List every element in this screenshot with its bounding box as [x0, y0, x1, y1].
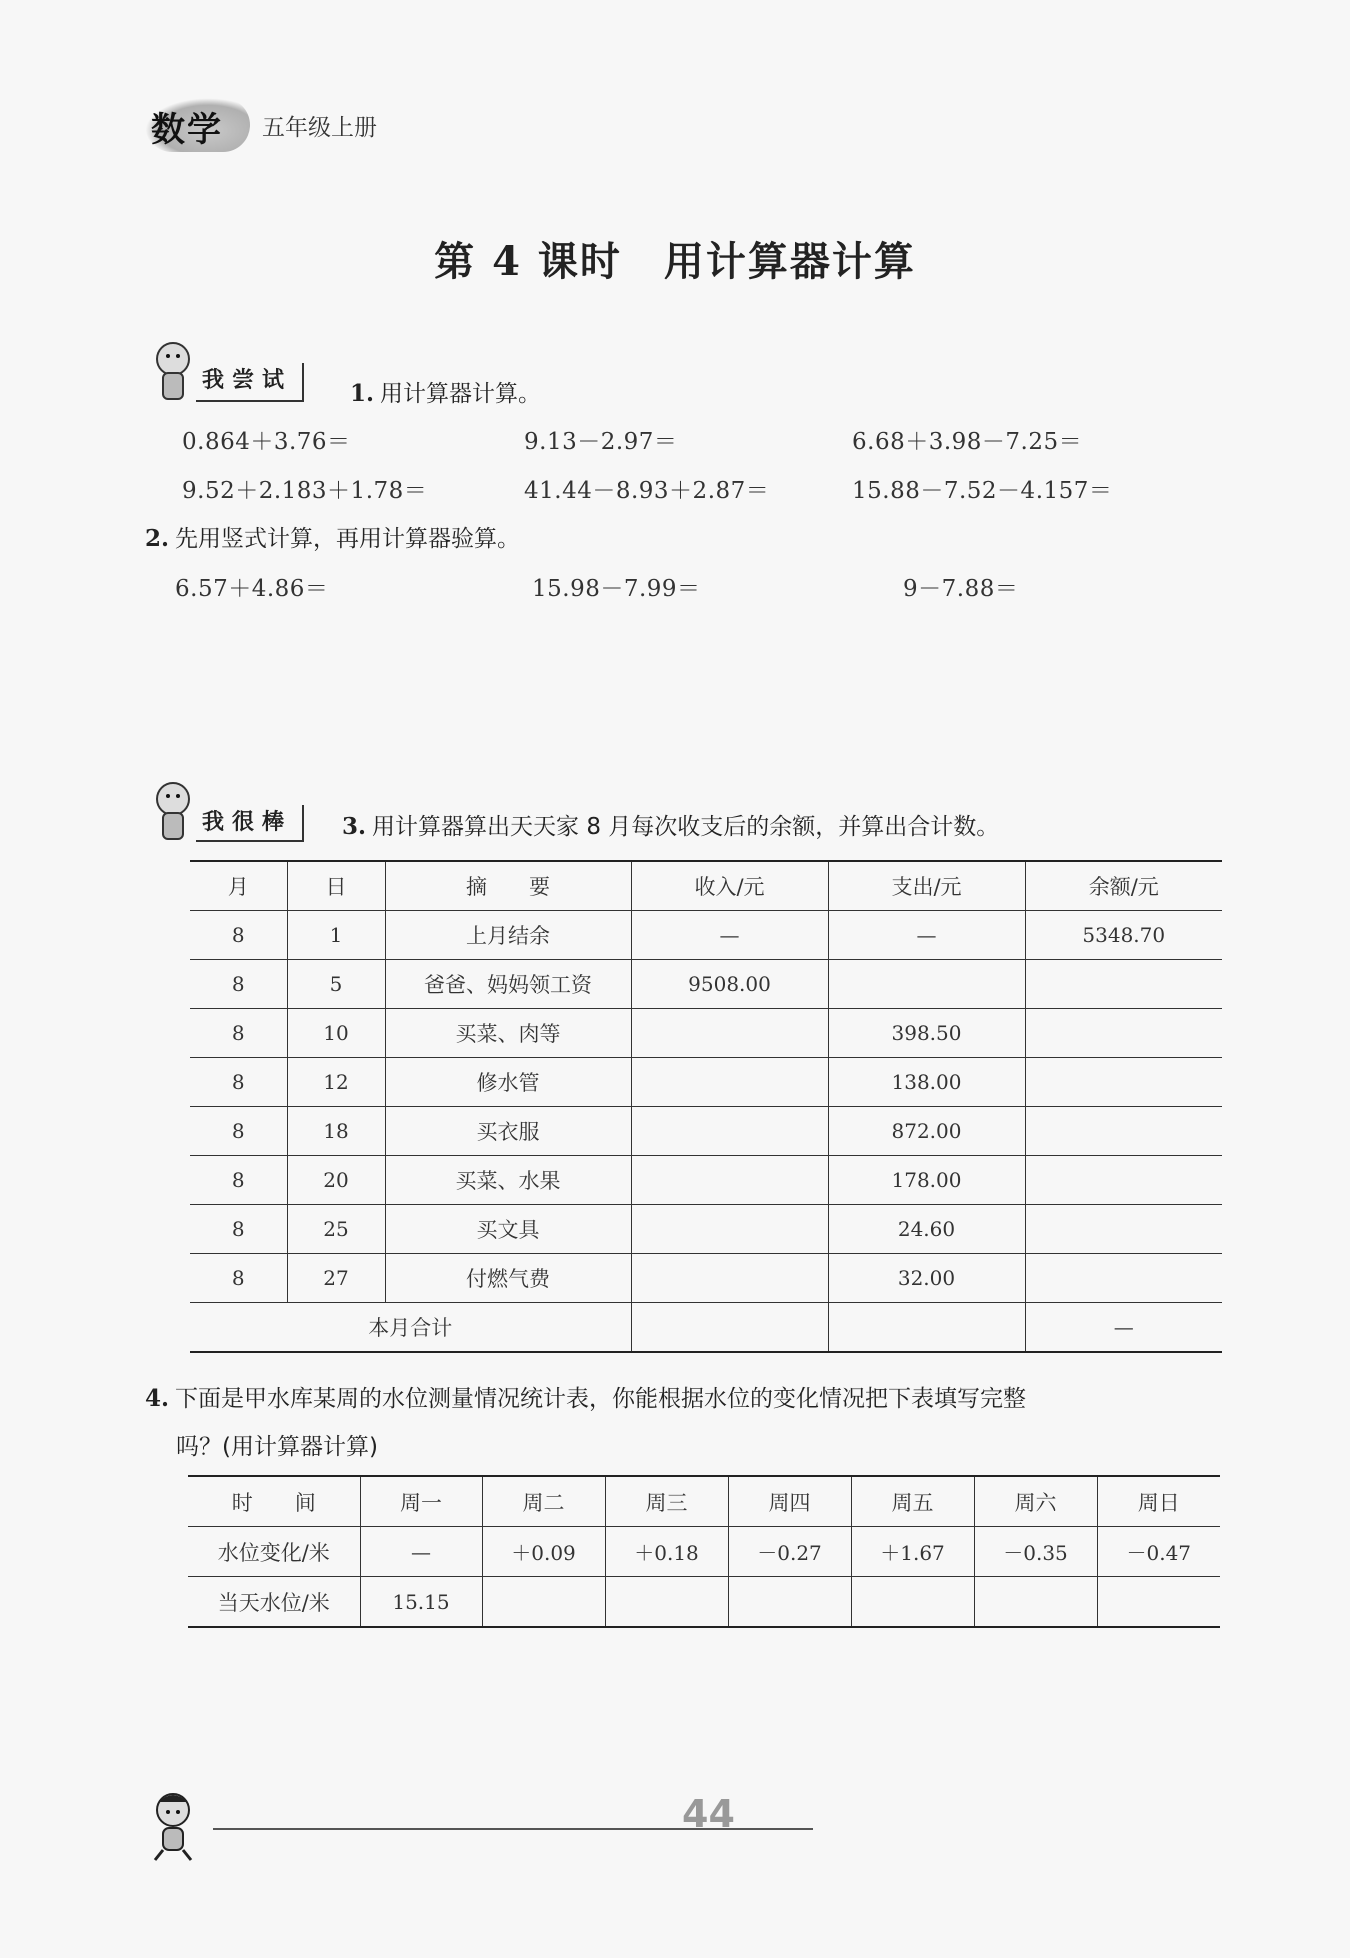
table-cell — [631, 1254, 828, 1303]
question-number: 4. — [145, 1385, 170, 1412]
table-row — [188, 1527, 1220, 1577]
table-cell: 9508.00 — [631, 960, 828, 1009]
table-cell: 872.00 — [828, 1107, 1025, 1156]
table-cell — [631, 1009, 828, 1058]
column-header: 周五 — [851, 1476, 974, 1527]
table-cell: 爸爸、妈妈领工资 — [385, 960, 631, 1009]
question-text: 用计算器计算。 — [380, 381, 542, 407]
table-cell — [728, 1577, 851, 1628]
question-text: 下面是甲水库某周的水位测量情况统计表，你能根据水位的变化情况把下表填写完整 — [175, 1386, 1027, 1412]
table-cell: 398.50 — [828, 1009, 1025, 1058]
row-header: 水位变化/米 — [188, 1527, 360, 1577]
table-cell: — — [631, 911, 828, 960]
expression: 0.864＋3.76＝ — [182, 429, 351, 455]
table-cell: 买菜、肉等 — [385, 1009, 631, 1058]
expression: 6.68＋3.98－7.25＝ — [852, 429, 1083, 455]
subject-label: 数学 — [151, 110, 223, 150]
question-4 — [145, 1380, 1026, 1413]
question-text: 先用竖式计算，再用计算器验算。 — [175, 526, 521, 552]
table-row — [190, 911, 1222, 960]
table-cell — [1025, 1107, 1222, 1156]
table-cell: －0.35 — [974, 1527, 1097, 1577]
column-header: 周三 — [605, 1476, 728, 1527]
table-cell — [631, 1156, 828, 1205]
column-header: 余额/元 — [1025, 861, 1222, 911]
table-cell: 178.00 — [828, 1156, 1025, 1205]
table-cell: 27 — [287, 1254, 385, 1303]
mascot-icon — [148, 338, 196, 402]
table-cell: 24.60 — [828, 1205, 1025, 1254]
table-cell — [828, 1303, 1025, 1353]
column-header: 月 — [190, 861, 287, 911]
column-header: 收入/元 — [631, 861, 828, 911]
question-number: 3. — [342, 813, 367, 840]
table-cell — [605, 1577, 728, 1628]
table-row — [190, 1254, 1222, 1303]
grade-label: 五年级上册 — [262, 114, 377, 141]
table-cell: 8 — [190, 1156, 287, 1205]
table-row — [190, 1058, 1222, 1107]
table-cell: 8 — [190, 1058, 287, 1107]
row-header: 当天水位/米 — [188, 1577, 360, 1628]
expression: 9.13－2.97＝ — [524, 429, 678, 455]
table-row — [190, 1107, 1222, 1156]
question-3 — [342, 808, 999, 841]
question-1 — [350, 375, 541, 408]
table-cell: 20 — [287, 1156, 385, 1205]
table-cell: 买菜、水果 — [385, 1156, 631, 1205]
total-balance: — — [1025, 1303, 1222, 1353]
table-row — [190, 1205, 1222, 1254]
table-cell: 10 — [287, 1009, 385, 1058]
table-cell: 8 — [190, 911, 287, 960]
column-header: 周二 — [482, 1476, 605, 1527]
question-4-continued: 吗？(用计算器计算) — [176, 1434, 378, 1460]
table-cell: — — [828, 911, 1025, 960]
table-cell: 12 — [287, 1058, 385, 1107]
expression: 9－7.88＝ — [903, 576, 1019, 602]
table-cell — [1025, 1156, 1222, 1205]
section-tag-label: 我很棒 — [196, 805, 304, 842]
table-cell — [482, 1577, 605, 1628]
section-tag-great — [148, 778, 304, 842]
table-cell: 付燃气费 — [385, 1254, 631, 1303]
expression: 15.88－7.52－4.157＝ — [852, 478, 1113, 504]
mascot-icon — [148, 778, 196, 842]
question-2 — [145, 520, 520, 553]
table-row — [190, 960, 1222, 1009]
table-cell: — — [360, 1527, 482, 1577]
column-header: 时 间 — [188, 1476, 360, 1527]
column-header: 支出/元 — [828, 861, 1025, 911]
table-cell: 8 — [190, 1107, 287, 1156]
table-cell: 18 — [287, 1107, 385, 1156]
table-cell: ＋0.18 — [605, 1527, 728, 1577]
table-cell — [631, 1058, 828, 1107]
page-number: 44 — [682, 1792, 735, 1836]
table-cell: 15.15 — [360, 1577, 482, 1628]
table-cell: 8 — [190, 1009, 287, 1058]
table-cell: 8 — [190, 1205, 287, 1254]
table-cell: －0.27 — [728, 1527, 851, 1577]
column-header: 周一 — [360, 1476, 482, 1527]
lesson-title: 第 4 课时 用计算器计算 — [434, 238, 916, 285]
section-tag-label: 我尝试 — [196, 363, 304, 402]
table-cell — [1025, 1009, 1222, 1058]
question-number: 1. — [350, 380, 375, 407]
page-header — [145, 95, 377, 155]
expression: 15.98－7.99＝ — [532, 576, 701, 602]
column-header: 周四 — [728, 1476, 851, 1527]
table-cell: 5348.70 — [1025, 911, 1222, 960]
table-cell: 8 — [190, 960, 287, 1009]
table-cell — [1025, 1205, 1222, 1254]
question-number: 2. — [145, 525, 170, 552]
table-header-row — [188, 1476, 1220, 1527]
column-header: 日 — [287, 861, 385, 911]
table-cell: 买衣服 — [385, 1107, 631, 1156]
table-cell — [828, 960, 1025, 1009]
table-cell: 32.00 — [828, 1254, 1025, 1303]
table-cell — [974, 1577, 1097, 1628]
ledger-table — [190, 860, 1222, 1353]
table-cell — [631, 1205, 828, 1254]
table-cell: 25 — [287, 1205, 385, 1254]
table-cell — [1025, 1254, 1222, 1303]
column-header: 周日 — [1097, 1476, 1220, 1527]
table-cell — [1097, 1577, 1220, 1628]
total-label: 本月合计 — [190, 1303, 631, 1353]
table-row — [188, 1577, 1220, 1628]
subject-badge — [145, 98, 250, 152]
table-cell — [1025, 1058, 1222, 1107]
expression: 9.52＋2.183＋1.78＝ — [182, 478, 428, 504]
expression: 41.44－8.93＋2.87＝ — [524, 478, 770, 504]
table-cell: ＋1.67 — [851, 1527, 974, 1577]
table-header-row — [190, 861, 1222, 911]
table-cell: 上月结余 — [385, 911, 631, 960]
question-text: 用计算器算出天天家 8 月每次收支后的余额，并算出合计数。 — [372, 814, 1000, 840]
section-tag-try — [148, 338, 304, 402]
table-cell — [1025, 960, 1222, 1009]
table-cell: 138.00 — [828, 1058, 1025, 1107]
table-row — [190, 1156, 1222, 1205]
table-cell: 5 — [287, 960, 385, 1009]
column-header: 周六 — [974, 1476, 1097, 1527]
table-cell: ＋0.09 — [482, 1527, 605, 1577]
water-level-table — [188, 1475, 1220, 1628]
table-cell: 1 — [287, 911, 385, 960]
table-cell: 8 — [190, 1254, 287, 1303]
expression: 6.57＋4.86＝ — [175, 576, 329, 602]
table-total-row — [190, 1303, 1222, 1353]
table-row — [190, 1009, 1222, 1058]
mascot-icon — [145, 1788, 205, 1864]
table-cell: 买文具 — [385, 1205, 631, 1254]
page-footer — [145, 1780, 745, 1870]
table-cell — [851, 1577, 974, 1628]
table-cell — [631, 1107, 828, 1156]
table-cell — [631, 1303, 828, 1353]
column-header: 摘 要 — [385, 861, 631, 911]
table-cell: 修水管 — [385, 1058, 631, 1107]
table-cell: －0.47 — [1097, 1527, 1220, 1577]
